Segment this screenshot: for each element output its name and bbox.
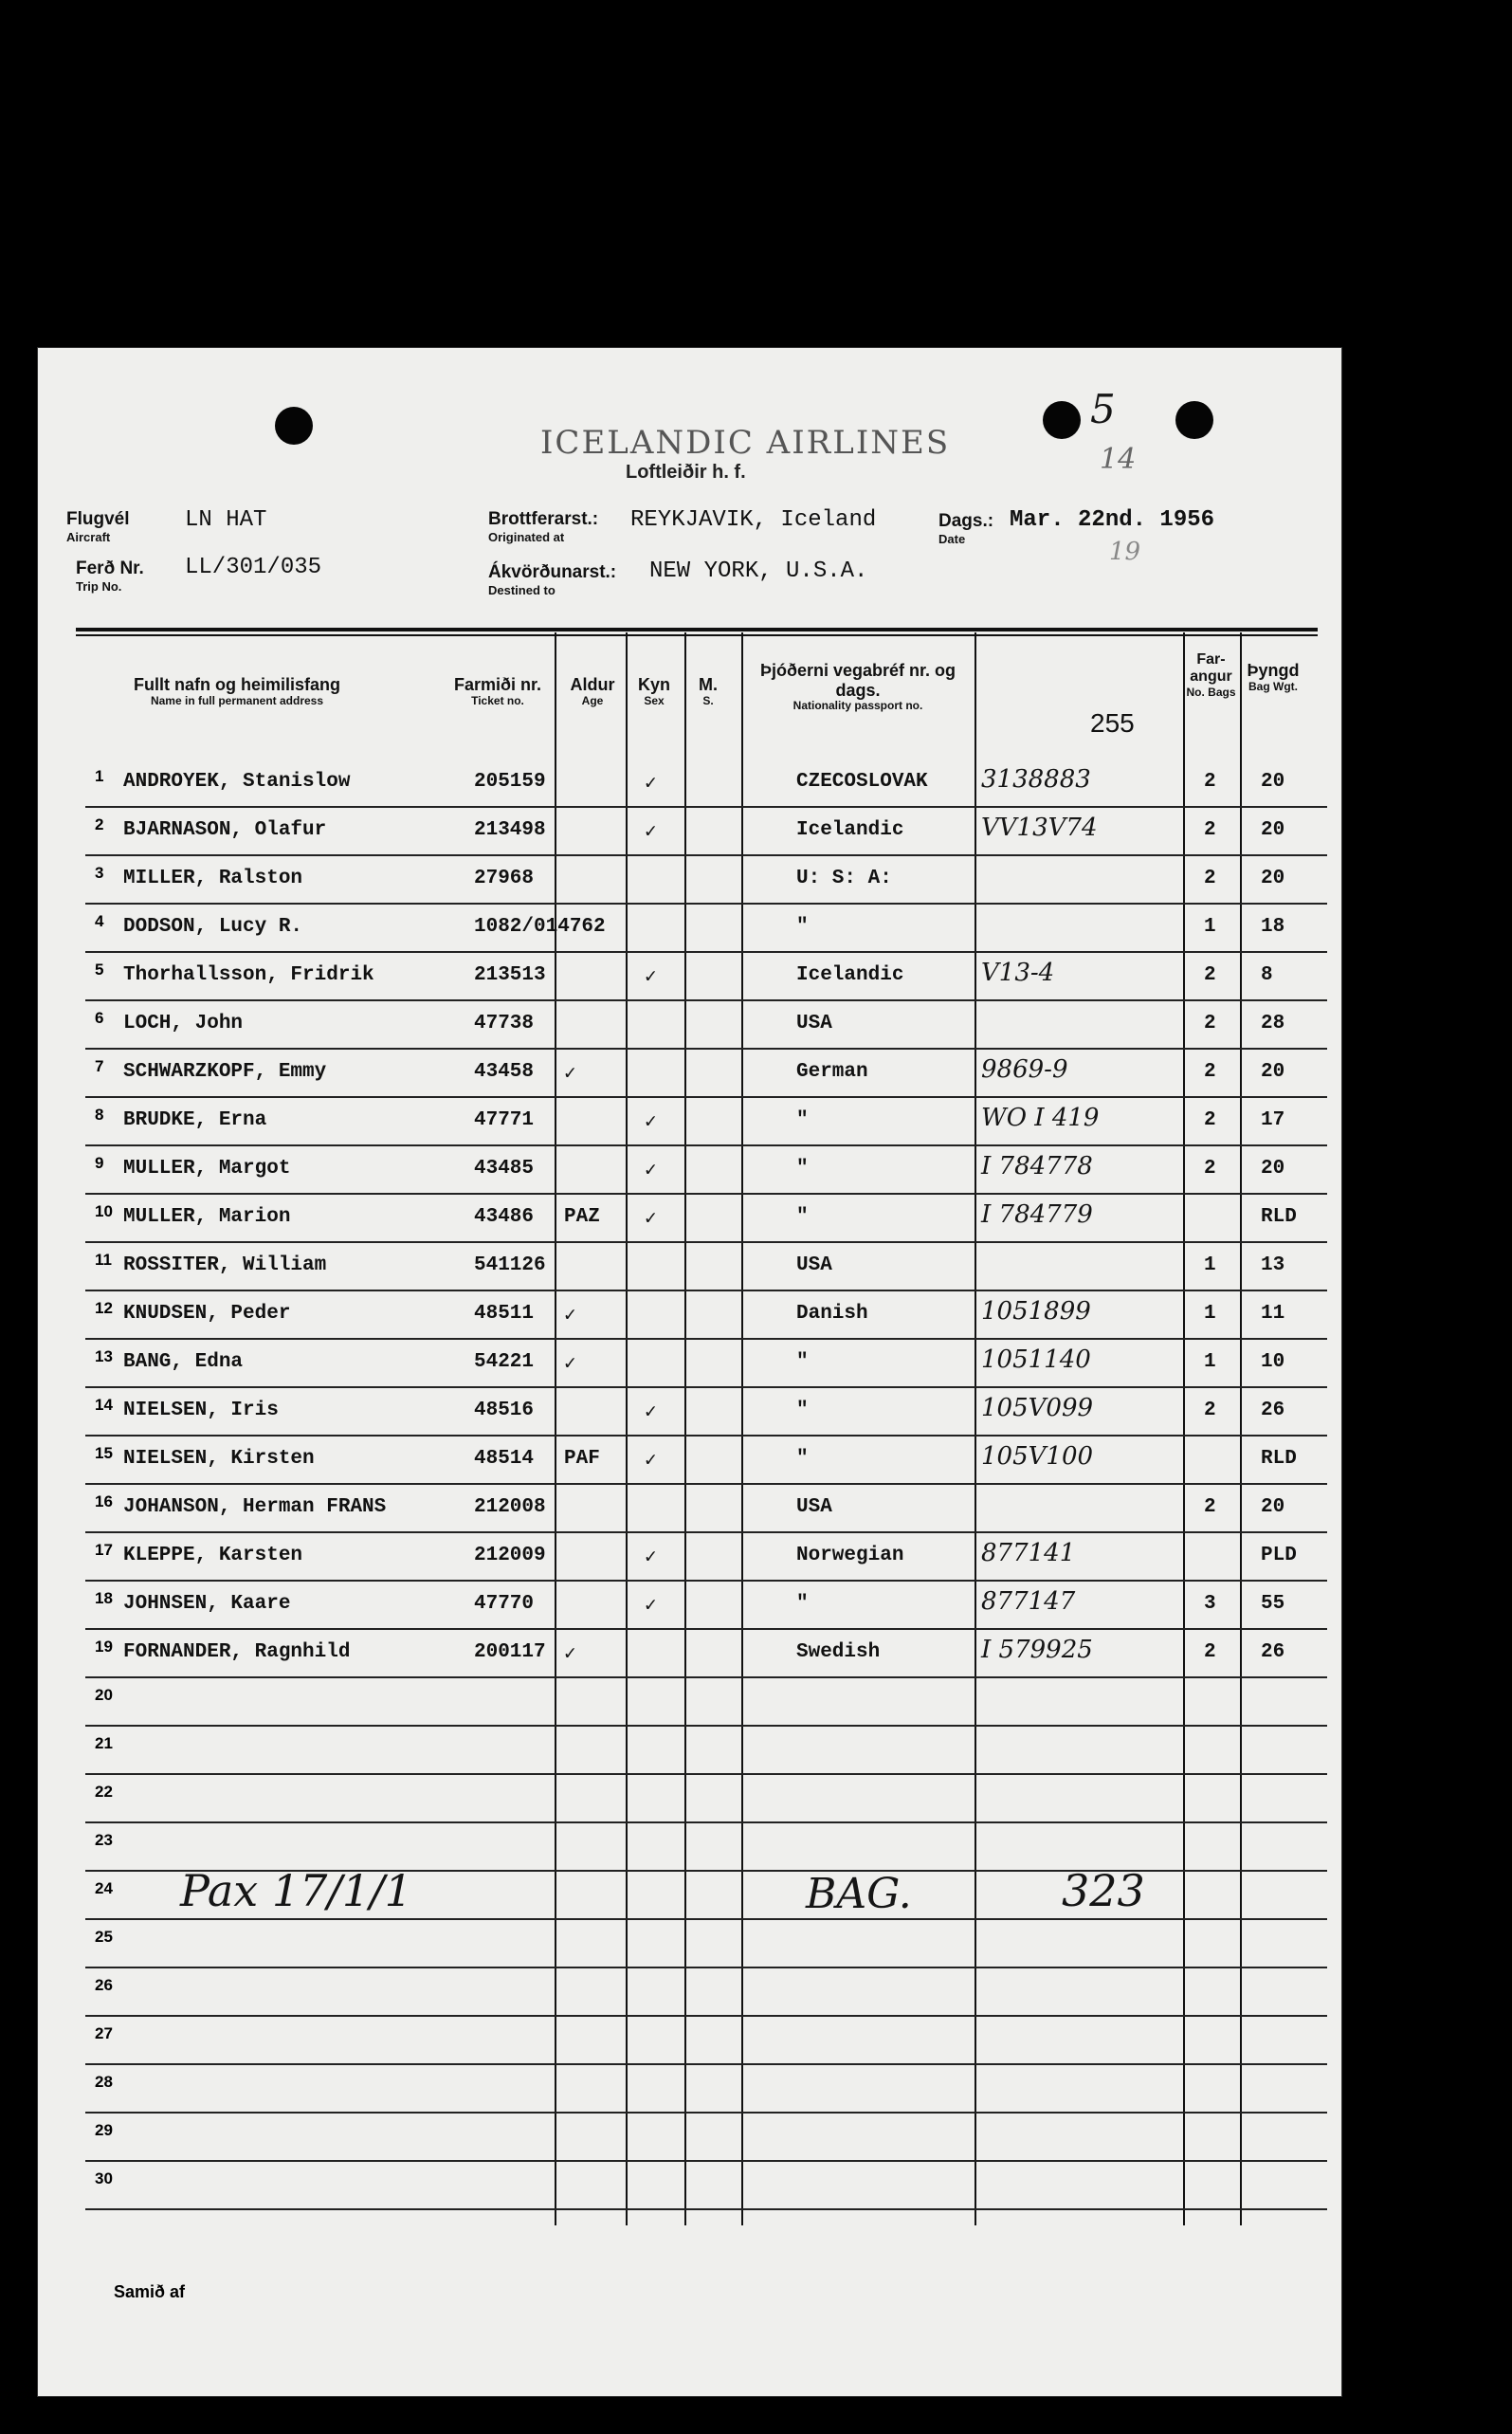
table-row bbox=[85, 951, 1327, 1001]
passport-total: 255 bbox=[1090, 708, 1135, 738]
row-number: 19 bbox=[95, 1638, 113, 1656]
nationality: Icelandic bbox=[796, 819, 904, 841]
ticket-number: 1082/014762 bbox=[474, 916, 606, 938]
row-number: 8 bbox=[95, 1106, 104, 1124]
table-row bbox=[85, 758, 1327, 808]
passenger-name: KLEPPE, Karsten bbox=[123, 1545, 303, 1566]
bag-weight: PLD bbox=[1261, 1545, 1297, 1566]
sex-value: ✓ bbox=[645, 774, 657, 796]
row-number: 17 bbox=[95, 1541, 113, 1559]
passenger-name: FORNANDER, Ragnhild bbox=[123, 1641, 351, 1663]
row-number: 27 bbox=[95, 2024, 113, 2042]
col-sex-head: Kyn Sex bbox=[637, 675, 670, 707]
brott-value: REYKJAVIK, Iceland bbox=[630, 507, 877, 533]
bag-weight: 8 bbox=[1261, 964, 1273, 986]
bag-weight: RLD bbox=[1261, 1448, 1297, 1470]
bag-total-value: 323 bbox=[1062, 1865, 1145, 1916]
row-number: 21 bbox=[95, 1734, 113, 1752]
bag-count: 2 bbox=[1204, 1061, 1216, 1083]
passport-number: V13-4 bbox=[981, 959, 1055, 987]
row-number: 26 bbox=[95, 1976, 113, 1994]
bag-count: 3 bbox=[1204, 1593, 1216, 1615]
sex-value: ✓ bbox=[645, 822, 657, 844]
table-row bbox=[85, 1386, 1327, 1437]
header-rule-second bbox=[76, 634, 1318, 636]
nationality: " bbox=[796, 1206, 809, 1228]
nationality: " bbox=[796, 1158, 809, 1180]
passport-number: 877141 bbox=[981, 1539, 1076, 1567]
flugvel-label: Flugvél Aircraft bbox=[66, 509, 130, 544]
passport-number: 9869-9 bbox=[981, 1055, 1068, 1084]
table-row-empty bbox=[85, 1967, 1327, 2017]
nationality: Swedish bbox=[796, 1641, 881, 1663]
table-row bbox=[85, 1048, 1327, 1098]
nationality: CZECOSLOVAK bbox=[796, 771, 928, 793]
row-number: 24 bbox=[95, 1879, 113, 1897]
bag-count: 2 bbox=[1204, 1496, 1216, 1518]
table-row bbox=[85, 1144, 1327, 1195]
table-row bbox=[85, 1193, 1327, 1243]
row-number: 14 bbox=[95, 1396, 113, 1414]
table-row-empty bbox=[85, 2015, 1327, 2065]
punch-hole-middle bbox=[1043, 401, 1081, 439]
sex-value: ✓ bbox=[645, 1112, 657, 1134]
bag-count: 1 bbox=[1204, 916, 1216, 938]
row-number: 3 bbox=[95, 864, 104, 882]
nationality: " bbox=[796, 916, 809, 938]
ticket-number: 48514 bbox=[474, 1448, 535, 1470]
row-number: 9 bbox=[95, 1154, 104, 1172]
bag-count: 1 bbox=[1204, 1254, 1216, 1276]
table-row-empty bbox=[85, 1725, 1327, 1775]
passenger-name: ANDROYEK, Stanislow bbox=[123, 771, 351, 793]
row-number: 1 bbox=[95, 767, 104, 785]
row-number: 5 bbox=[95, 961, 104, 979]
row-number: 20 bbox=[95, 1686, 113, 1704]
sex-value: ✓ bbox=[645, 1596, 657, 1618]
row-number: 7 bbox=[95, 1057, 104, 1075]
nationality: Danish bbox=[796, 1303, 868, 1325]
ticket-number: 48511 bbox=[474, 1303, 535, 1325]
bag-weight: 17 bbox=[1261, 1109, 1285, 1131]
nationality: Icelandic bbox=[796, 964, 904, 986]
bag-weight: 20 bbox=[1261, 1061, 1285, 1083]
nationality: German bbox=[796, 1061, 868, 1083]
sex-value: ✓ bbox=[645, 1209, 657, 1231]
passport-number: 877147 bbox=[981, 1587, 1076, 1616]
table-row-empty bbox=[85, 2063, 1327, 2114]
row-number: 22 bbox=[95, 1783, 113, 1801]
ticket-number: 212008 bbox=[474, 1496, 546, 1518]
bag-count: 2 bbox=[1204, 868, 1216, 889]
dags-label: Dags.: Date bbox=[938, 511, 994, 546]
row-number: 15 bbox=[95, 1444, 113, 1462]
punch-hole-left bbox=[275, 407, 313, 445]
ticket-number: 47771 bbox=[474, 1109, 535, 1131]
pax-total: Pax 17/1/1 bbox=[180, 1865, 412, 1916]
bag-count: 2 bbox=[1204, 1109, 1216, 1131]
nationality: " bbox=[796, 1400, 809, 1421]
row-number: 12 bbox=[95, 1299, 113, 1317]
table-row bbox=[85, 1096, 1327, 1146]
row-number: 30 bbox=[95, 2169, 113, 2187]
row-number: 13 bbox=[95, 1347, 113, 1365]
table-row-empty bbox=[85, 2160, 1327, 2210]
row-number: 2 bbox=[95, 815, 104, 833]
passenger-name: DODSON, Lucy R. bbox=[123, 916, 303, 938]
ticket-number: 47770 bbox=[474, 1593, 535, 1615]
row-number: 28 bbox=[95, 2073, 113, 2091]
bag-weight: 10 bbox=[1261, 1351, 1285, 1373]
row-number: 18 bbox=[95, 1589, 113, 1607]
ticket-number: 213498 bbox=[474, 819, 546, 841]
bag-weight: 20 bbox=[1261, 1158, 1285, 1180]
nationality: U: S: A: bbox=[796, 868, 892, 889]
row-number: 16 bbox=[95, 1492, 113, 1510]
age-value: PAF bbox=[564, 1448, 600, 1470]
handwritten-mark-low: 19 bbox=[1109, 538, 1141, 566]
bag-count: 2 bbox=[1204, 1158, 1216, 1180]
col-bags-head: Far-angur No. Bags bbox=[1186, 651, 1236, 699]
age-value: ✓ bbox=[564, 1354, 576, 1376]
col-wt-head: Þyngd Bag Wgt. bbox=[1247, 661, 1300, 693]
flugvel-value: LN HAT bbox=[185, 507, 267, 533]
brott-label: Brottferarst.: Originated at bbox=[488, 509, 599, 544]
age-value: ✓ bbox=[564, 1064, 576, 1086]
row-number: 11 bbox=[95, 1251, 112, 1269]
bag-weight: 55 bbox=[1261, 1593, 1285, 1615]
bag-count: 2 bbox=[1204, 964, 1216, 986]
age-value: ✓ bbox=[564, 1306, 576, 1327]
row-number: 6 bbox=[95, 1009, 104, 1027]
ticket-number: 43458 bbox=[474, 1061, 535, 1083]
passenger-name: SCHWARZKOPF, Emmy bbox=[123, 1061, 327, 1083]
akvord-label: Ákvörðunarst.: Destined to bbox=[488, 562, 617, 597]
passport-number: I 579925 bbox=[981, 1636, 1093, 1664]
nationality: USA bbox=[796, 1254, 832, 1276]
nationality: " bbox=[796, 1448, 809, 1470]
passport-number: I 784778 bbox=[981, 1152, 1093, 1180]
sex-value: ✓ bbox=[645, 1161, 657, 1182]
row-number: 4 bbox=[95, 912, 104, 930]
bag-weight: 18 bbox=[1261, 916, 1285, 938]
footer-signed-by: Samið af bbox=[114, 2282, 186, 2301]
table-row bbox=[85, 1338, 1327, 1388]
nationality: USA bbox=[796, 1496, 832, 1518]
bag-weight: 28 bbox=[1261, 1013, 1285, 1034]
passenger-name: JOHANSON, Herman FRANS bbox=[123, 1496, 387, 1518]
ticket-number: 213513 bbox=[474, 964, 546, 986]
passenger-name: BJARNASON, Olafur bbox=[123, 819, 327, 841]
table-row-empty bbox=[85, 1773, 1327, 1823]
row-number: 10 bbox=[95, 1202, 113, 1220]
bag-weight: 20 bbox=[1261, 868, 1285, 889]
bag-count: 2 bbox=[1204, 1400, 1216, 1421]
ticket-number: 541126 bbox=[474, 1254, 546, 1276]
table-row bbox=[85, 806, 1327, 856]
col-nat-head: Þjóðerni vegabréf nr. og dags. Nationality passport no. bbox=[759, 661, 956, 713]
ticket-number: 47738 bbox=[474, 1013, 535, 1034]
table-row-empty bbox=[85, 2112, 1327, 2162]
passenger-name: JOHNSEN, Kaare bbox=[123, 1593, 291, 1615]
bag-weight: RLD bbox=[1261, 1206, 1297, 1228]
row-number: 29 bbox=[95, 2121, 113, 2139]
table-row-empty bbox=[85, 1676, 1327, 1727]
punch-hole-right bbox=[1175, 401, 1213, 439]
bag-weight: 13 bbox=[1261, 1254, 1285, 1276]
ticket-number: 200117 bbox=[474, 1641, 546, 1663]
bag-count: 1 bbox=[1204, 1351, 1216, 1373]
sex-value: ✓ bbox=[645, 1402, 657, 1424]
nationality: " bbox=[796, 1593, 809, 1615]
bag-total-label: BAG. bbox=[806, 1870, 912, 1918]
table-row bbox=[85, 1531, 1327, 1582]
bag-weight: 11 bbox=[1261, 1303, 1285, 1325]
row-number: 23 bbox=[95, 1831, 113, 1849]
passenger-name: ROSSITER, William bbox=[123, 1254, 327, 1276]
passport-number: I 784779 bbox=[981, 1200, 1093, 1229]
table-row bbox=[85, 1241, 1327, 1291]
age-value: ✓ bbox=[564, 1644, 576, 1666]
airline-title: ICELANDIC AIRLINES bbox=[540, 424, 951, 462]
col-name-head: Fullt nafn og heimilisfang Name in full permanent address bbox=[134, 675, 340, 707]
passenger-name: BANG, Edna bbox=[123, 1351, 244, 1373]
ticket-number: 212009 bbox=[474, 1545, 546, 1566]
table-row bbox=[85, 854, 1327, 905]
nationality: " bbox=[796, 1351, 809, 1373]
passenger-name: BRUDKE, Erna bbox=[123, 1109, 267, 1131]
passport-number: 1051140 bbox=[981, 1345, 1091, 1374]
bag-weight: 26 bbox=[1261, 1641, 1285, 1663]
col-age-head: Aldur Age bbox=[570, 675, 615, 707]
ticket-number: 43485 bbox=[474, 1158, 535, 1180]
passenger-name: NIELSEN, Iris bbox=[123, 1400, 279, 1421]
bag-count: 2 bbox=[1204, 1013, 1216, 1034]
passenger-name: KNUDSEN, Peder bbox=[123, 1303, 291, 1325]
dags-value: Mar. 22nd. 1956 bbox=[1010, 507, 1215, 533]
passport-number: WO I 419 bbox=[981, 1104, 1100, 1132]
col-ms-head: M. S. bbox=[699, 675, 718, 707]
row-number: 25 bbox=[95, 1928, 113, 1946]
nationality: USA bbox=[796, 1013, 832, 1034]
passport-number: VV13V74 bbox=[981, 814, 1098, 842]
passenger-name: NIELSEN, Kirsten bbox=[123, 1448, 315, 1470]
nationality: Norwegian bbox=[796, 1545, 904, 1566]
passenger-name: Thorhallsson, Fridrik bbox=[123, 964, 374, 986]
ticket-number: 54221 bbox=[474, 1351, 535, 1373]
bag-weight: 20 bbox=[1261, 819, 1285, 841]
passenger-name: MILLER, Ralston bbox=[123, 868, 303, 889]
passenger-name: LOCH, John bbox=[123, 1013, 244, 1034]
bag-count: 2 bbox=[1204, 819, 1216, 841]
table-row bbox=[85, 1290, 1327, 1340]
passport-number: 1051899 bbox=[981, 1297, 1091, 1326]
sex-value: ✓ bbox=[645, 967, 657, 989]
table-row-empty bbox=[85, 1918, 1327, 1968]
passport-number: 3138883 bbox=[981, 765, 1091, 794]
sex-value: ✓ bbox=[645, 1451, 657, 1473]
nationality: " bbox=[796, 1109, 809, 1131]
handwritten-mark-mid: 14 bbox=[1100, 443, 1137, 476]
ticket-number: 48516 bbox=[474, 1400, 535, 1421]
table-row bbox=[85, 1628, 1327, 1678]
passport-number: 105V099 bbox=[981, 1394, 1094, 1422]
manifest-sheet bbox=[38, 348, 1341, 2396]
ticket-number: 27968 bbox=[474, 868, 535, 889]
ferd-label: Ferð Nr. Trip No. bbox=[76, 558, 144, 594]
passenger-name: MULLER, Marion bbox=[123, 1206, 291, 1228]
akvord-value: NEW YORK, U.S.A. bbox=[649, 558, 868, 584]
age-value: PAZ bbox=[564, 1206, 600, 1228]
passenger-name: MULLER, Margot bbox=[123, 1158, 291, 1180]
bag-weight: 20 bbox=[1261, 771, 1285, 793]
bag-weight: 26 bbox=[1261, 1400, 1285, 1421]
airline-subtitle: Loftleiðir h. f. bbox=[626, 462, 746, 483]
passport-number: 105V100 bbox=[981, 1442, 1094, 1471]
col-ticket-head: Farmiði nr. Ticket no. bbox=[453, 675, 542, 707]
ticket-number: 43486 bbox=[474, 1206, 535, 1228]
ferd-value: LL/301/035 bbox=[185, 555, 322, 580]
bag-count: 1 bbox=[1204, 1303, 1216, 1325]
table-row bbox=[85, 999, 1327, 1050]
header-rule-top bbox=[76, 628, 1318, 631]
table-row bbox=[85, 1483, 1327, 1533]
sex-value: ✓ bbox=[645, 1547, 657, 1569]
table-row bbox=[85, 1580, 1327, 1630]
handwritten-mark-top: 5 bbox=[1090, 386, 1116, 432]
bag-count: 2 bbox=[1204, 771, 1216, 793]
bag-weight: 20 bbox=[1261, 1496, 1285, 1518]
ticket-number: 205159 bbox=[474, 771, 546, 793]
table-row bbox=[85, 1435, 1327, 1485]
table-row bbox=[85, 903, 1327, 953]
bag-count: 2 bbox=[1204, 1641, 1216, 1663]
